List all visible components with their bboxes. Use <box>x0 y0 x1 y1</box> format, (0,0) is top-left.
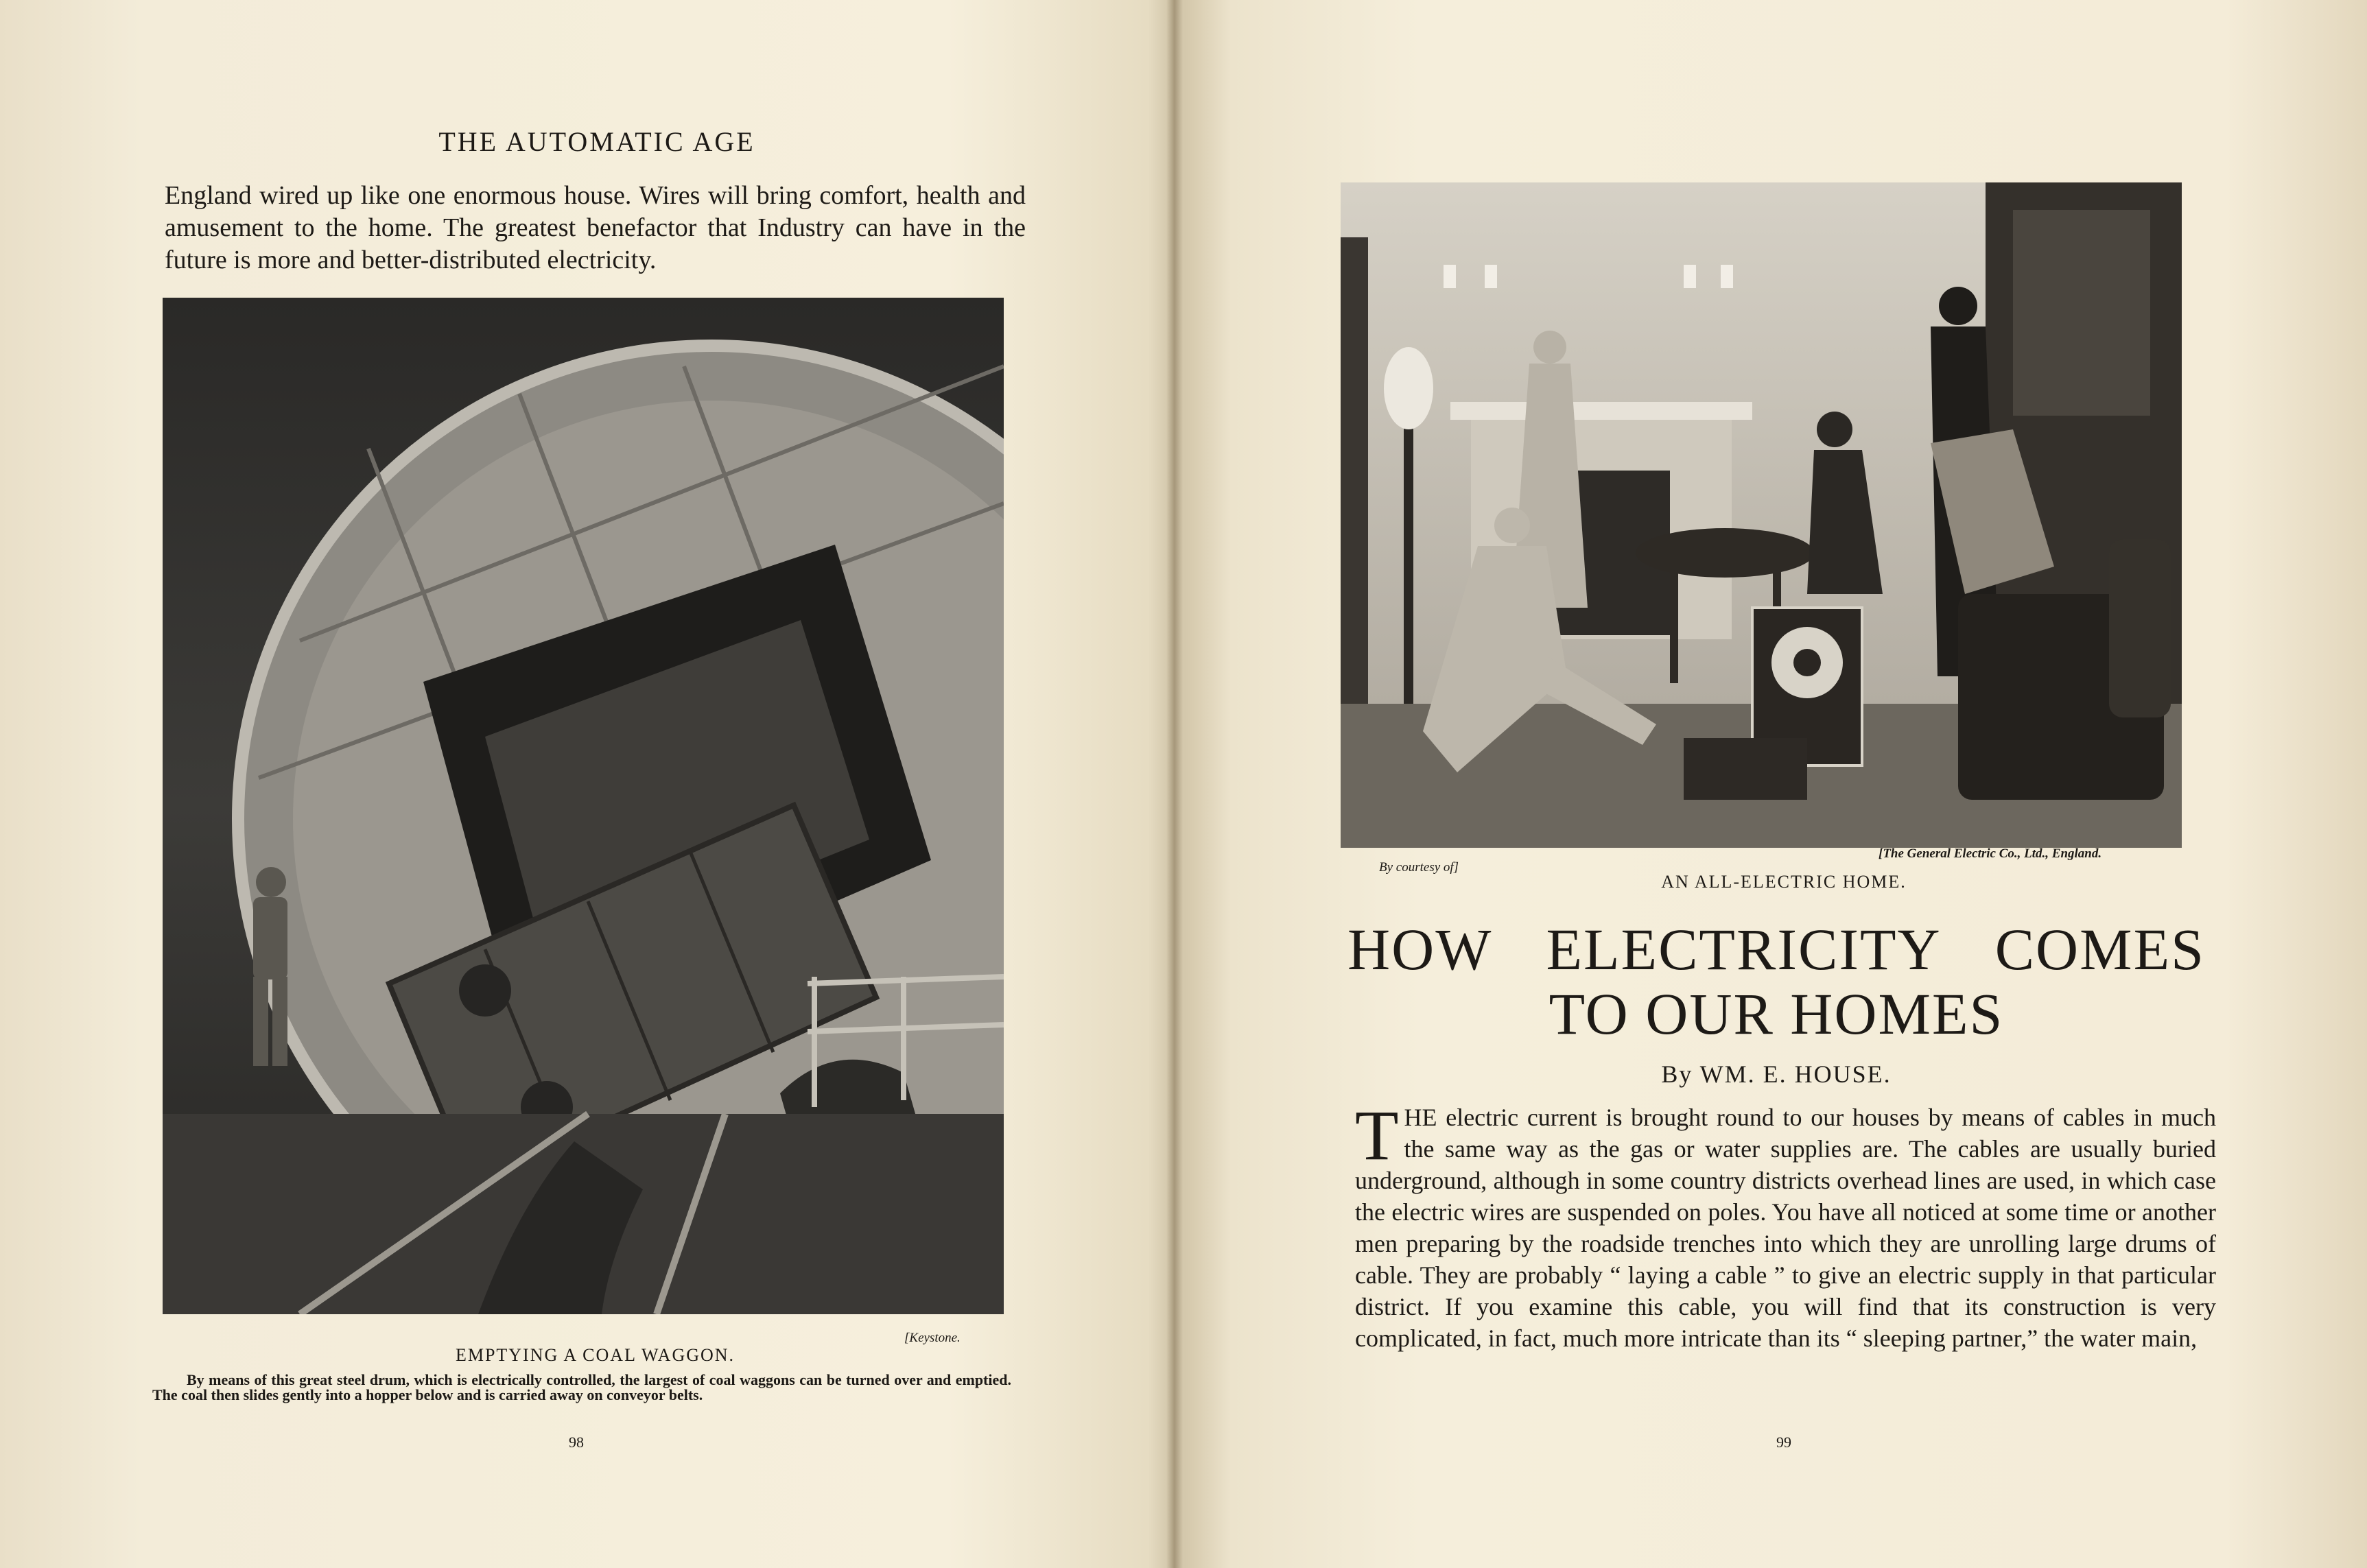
home-caption-title: AN ALL-ELECTRIC HOME. <box>1661 872 1907 892</box>
headline-word-how: HOW <box>1347 916 1493 982</box>
book-gutter <box>1166 0 1183 1568</box>
folio-98: 98 <box>569 1434 584 1451</box>
gec-credit: [The General Electric Co., Ltd., England. <box>1879 846 2102 861</box>
left-page <box>0 0 1166 1568</box>
headline-word-electricity: ELECTRICITY <box>1546 916 1942 982</box>
drop-cap: T <box>1355 1096 1399 1175</box>
headline-line-2: TO OUR HOMES <box>1548 981 2004 1047</box>
coal-caption-text: By means of this great steel drum, which is electrically controlled, the largest of coal waggons can be turned over and emptied. The coal then slides gently into a hopper below and is carried away on conveyor belts. <box>152 1371 1011 1403</box>
coal-waggon-photo <box>163 298 1004 1314</box>
article-body <box>1355 1096 2216 1354</box>
article-body-text: HE electric current is brought round to our houses by means of cables in much the same way as the gas or water supplies are. The cables are usually buried underground, although in some country districts overhead lines are used, in which case the electric wires are suspended on poles. You have all noticed at some time or another men preparing by the roadside trenches into which they are unrolling large drums of cable. They are probably “ laying a cable ” to give an electric supply in that particular district. If you examine this cable, you will find that its construction is very complicated, in fact, much more intricate than its “ sleeping partner,” the water main, <box>1355 1104 2216 1352</box>
coal-caption-title: EMPTYING A COAL WAGGON. <box>455 1345 735 1365</box>
headline-word-comes: COMES <box>1994 916 2205 982</box>
headline-line-1 <box>1347 917 2205 982</box>
article-headline <box>1347 917 2205 1046</box>
folio-99: 99 <box>1776 1434 1791 1451</box>
keystone-credit: [Keystone. <box>904 1331 961 1345</box>
all-electric-home-photo <box>1341 182 2182 848</box>
courtesy-credit: By courtesy of] <box>1379 860 1459 875</box>
byline: By WM. E. HOUSE. <box>1661 1060 1892 1088</box>
intro-paragraph: England wired up like one enormous house. Wires will bring comfort, health and amusement to the home. The greatest benefactor that Industry can have in the future is more and better-distributed electricity. <box>165 181 1026 274</box>
running-head: THE AUTOMATIC AGE <box>438 126 755 157</box>
